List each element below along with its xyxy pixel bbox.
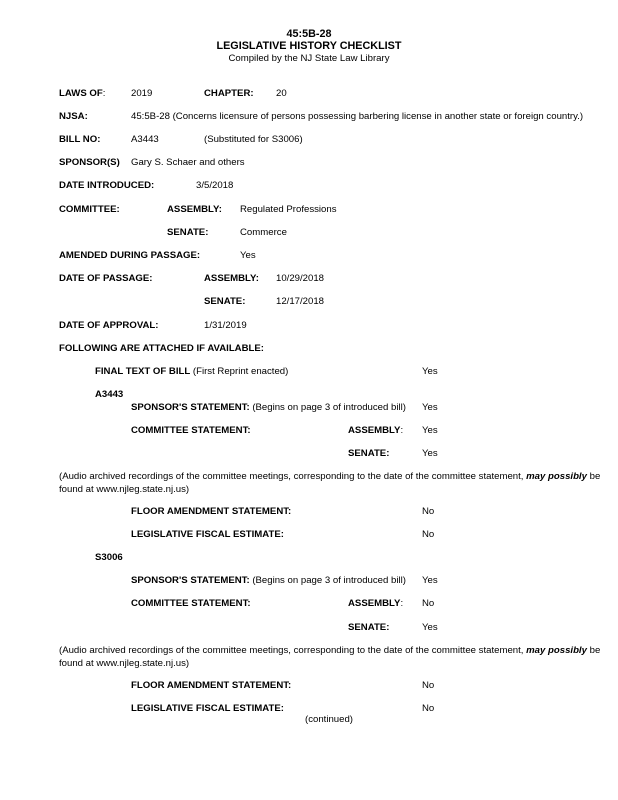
laws-of-label: LAWS OF: xyxy=(59,88,106,99)
a3443-committee-statement-label: COMMITTEE STATEMENT: xyxy=(131,425,251,436)
a3443-committee-assembly-label: ASSEMBLY: xyxy=(348,425,404,436)
amended-label: AMENDED DURING PASSAGE: xyxy=(59,250,201,261)
chapter-value: 20 xyxy=(276,88,287,99)
bill-no-label: BILL NO: xyxy=(59,134,101,145)
a3443-committee-senate-label: SENATE: xyxy=(348,448,390,459)
s3006-sponsor-value: Yes xyxy=(422,575,438,586)
continued-note: (continued) xyxy=(305,714,353,725)
s3006-audio-note: (Audio archived recordings of the committee meetings, corresponding to the date of the committee statement, may possibly be found at www.njleg.state.nj.us) xyxy=(59,645,601,669)
sponsor-label: SPONSOR(S) xyxy=(59,157,120,168)
date-of-passage-label: DATE OF PASSAGE: xyxy=(59,273,153,284)
a3443-committee-assembly-value: Yes xyxy=(422,425,438,436)
committee-senate-label: SENATE: xyxy=(167,227,209,238)
s3006-bill-label: S3006 xyxy=(95,552,123,563)
s3006-committee-senate-value: Yes xyxy=(422,622,438,633)
passage-senate-label: SENATE: xyxy=(204,296,246,307)
s3006-committee-senate-label: SENATE: xyxy=(348,622,390,633)
a3443-bill-label: A3443 xyxy=(95,389,124,400)
njsa-label: NJSA: xyxy=(59,111,88,122)
committee-label: COMMITTEE: xyxy=(59,204,120,215)
a3443-fiscal-estimate-label: LEGISLATIVE FISCAL ESTIMATE: xyxy=(131,529,284,540)
passage-assembly-label: ASSEMBLY: xyxy=(204,273,259,284)
date-introduced-value: 3/5/2018 xyxy=(196,180,234,191)
a3443-committee-senate-value: Yes xyxy=(422,448,438,459)
final-text-row: FINAL TEXT OF BILL (First Reprint enacted) xyxy=(95,366,289,377)
a3443-floor-amendment-label: FLOOR AMENDMENT STATEMENT: xyxy=(131,506,292,517)
a3443-fiscal-estimate-value: No xyxy=(422,529,435,540)
page-subtitle: Compiled by the NJ State Law Library xyxy=(228,53,390,64)
passage-senate-value: 12/17/2018 xyxy=(276,296,325,307)
date-introduced-label: DATE INTRODUCED: xyxy=(59,180,155,191)
amended-value: Yes xyxy=(240,250,256,261)
s3006-floor-amendment-value: No xyxy=(422,680,435,691)
s3006-fiscal-estimate-value: No xyxy=(422,703,435,714)
statute-code: 45:5B-28 xyxy=(286,28,332,40)
s3006-committee-statement-label: COMMITTEE STATEMENT: xyxy=(131,598,251,609)
a3443-sponsor-value: Yes xyxy=(422,402,438,413)
a3443-audio-note: (Audio archived recordings of the committee meetings, corresponding to the date of the committee statement, may possibly be found at www.njleg.state.nj.us) xyxy=(59,471,601,495)
date-of-approval-label: DATE OF APPROVAL: xyxy=(59,320,159,331)
date-of-approval-value: 1/31/2019 xyxy=(204,320,247,331)
committee-assembly-label: ASSEMBLY: xyxy=(167,204,222,215)
passage-assembly-value: 10/29/2018 xyxy=(276,273,325,284)
s3006-fiscal-estimate-label: LEGISLATIVE FISCAL ESTIMATE: xyxy=(131,703,284,714)
s3006-committee-assembly-value: No xyxy=(422,598,435,609)
laws-of-value: 2019 xyxy=(131,88,153,99)
attached-heading: FOLLOWING ARE ATTACHED IF AVAILABLE: xyxy=(59,343,264,354)
committee-assembly-value: Regulated Professions xyxy=(240,204,337,215)
a3443-sponsor-statement: SPONSOR'S STATEMENT: (Begins on page 3 of introduced bill) xyxy=(131,402,406,413)
final-text-value: Yes xyxy=(422,366,438,377)
s3006-floor-amendment-label: FLOOR AMENDMENT STATEMENT: xyxy=(131,680,292,691)
s3006-committee-assembly-label: ASSEMBLY: xyxy=(348,598,404,609)
a3443-floor-amendment-value: No xyxy=(422,506,435,517)
bill-no-value: A3443 xyxy=(131,134,159,145)
committee-senate-value: Commerce xyxy=(240,227,287,238)
substituted-note: (Substituted for S3006) xyxy=(204,134,303,145)
njsa-value: 45:5B-28 (Concerns licensure of persons possessing barbering license in another state or foreign country.) xyxy=(131,111,584,122)
page-title: LEGISLATIVE HISTORY CHECKLIST xyxy=(216,40,402,52)
chapter-label: CHAPTER: xyxy=(204,88,254,99)
sponsor-value: Gary S. Schaer and others xyxy=(131,157,245,168)
s3006-sponsor-statement: SPONSOR'S STATEMENT: (Begins on page 3 of introduced bill) xyxy=(131,575,406,586)
